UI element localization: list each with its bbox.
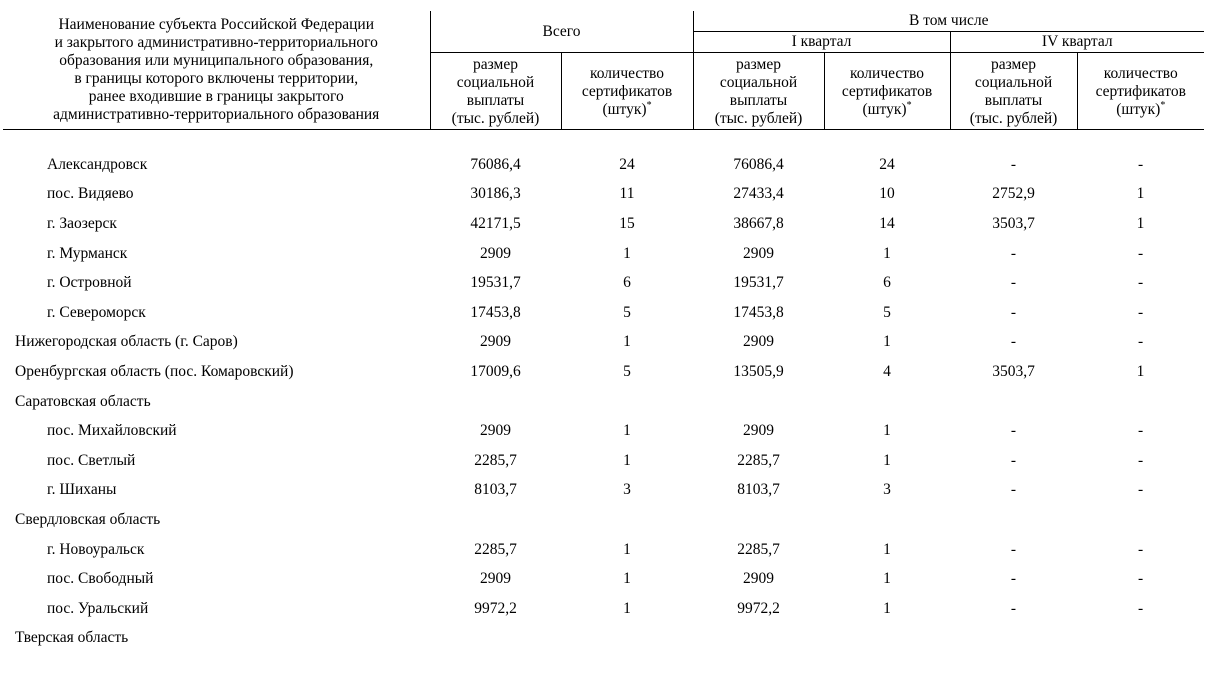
q4-payment-cell: 2752,9 <box>992 185 1035 203</box>
total-certs-cell <box>561 624 693 654</box>
q1-payment-cell: 76086,4 <box>733 155 784 173</box>
q1-certs-cell: 1 <box>883 599 891 617</box>
q1-payment-cell: 19531,7 <box>733 274 784 292</box>
region-name-cell: Тверская область <box>15 629 129 647</box>
q4-payment-cell: - <box>1010 155 1017 173</box>
total-header: Всего <box>430 11 693 53</box>
name-column-header: Наименование субъекта Российской Федерации и закрытого административно-территориального образования или муниципального образования, в границы которого включены территории, ранее входившие в границы закрытого административно-территориального образования <box>3 11 430 130</box>
q4-payment-cell: - <box>1010 481 1017 499</box>
total-certs-cell: 1 <box>623 540 631 558</box>
q4-payment-cell: - <box>1010 303 1017 321</box>
q1-payment-cell: 17453,8 <box>733 303 784 321</box>
table-row <box>3 239 1204 269</box>
q1-certs-cell: 4 <box>883 362 891 380</box>
q4-certs-cell: - <box>1137 481 1144 499</box>
q4-certs-cell: 1 <box>1136 214 1145 232</box>
q1-payment-cell: 9972,2 <box>737 599 780 617</box>
total-payment-cell: 2285,7 <box>474 451 517 469</box>
q1-payment-cell: 8103,7 <box>737 481 780 499</box>
total-payment-cell: 42171,5 <box>470 214 521 232</box>
q1-certs-cell <box>824 505 950 535</box>
q4-payment-cell <box>950 387 1077 417</box>
q4-payment-cell: - <box>1010 244 1017 262</box>
table-row <box>3 268 1204 298</box>
total-certs-cell: 1 <box>623 422 631 440</box>
region-name-cell: г. Островной <box>47 274 132 292</box>
total-payment-cell: 2909 <box>480 570 511 588</box>
q1-certs-cell: 1 <box>883 244 891 262</box>
q1-certs-cell <box>824 387 950 417</box>
q4-payment-cell: - <box>1010 599 1017 617</box>
q4-certs-cell: - <box>1137 244 1144 262</box>
q4-payment-cell: - <box>1010 274 1017 292</box>
q1-certs-cell <box>824 624 950 654</box>
q1-certs-cell: 3 <box>883 481 891 499</box>
region-name-cell: Оренбургская область (пос. Комаровский) <box>15 362 294 380</box>
total-payment-cell: 2285,7 <box>474 540 517 558</box>
q1-payment-cell: 2285,7 <box>737 451 780 469</box>
table-row <box>3 446 1204 476</box>
total-payment-cell: 9972,2 <box>474 599 517 617</box>
total-certs-cell <box>561 387 693 417</box>
q1-certs-cell: 1 <box>883 451 891 469</box>
q1-certs-cell: 24 <box>879 155 895 173</box>
total-payment-cell: 17009,6 <box>470 362 521 380</box>
table-row <box>3 328 1204 358</box>
table-row <box>3 416 1204 446</box>
q4-certs-cell <box>1077 624 1204 654</box>
table-row <box>3 298 1204 328</box>
q4-payment-cell <box>950 624 1077 654</box>
q1-payment-cell: 13505,9 <box>733 362 784 380</box>
q4-payment-cell: - <box>1010 451 1017 469</box>
q4-payment-cell: 3503,7 <box>992 362 1035 380</box>
total-payment-cell: 2909 <box>480 244 511 262</box>
table-row <box>3 624 1204 654</box>
total-certs-cell: 24 <box>619 155 635 173</box>
q1-payment-cell <box>693 624 824 654</box>
total-certs-cell: 5 <box>623 362 631 380</box>
q4-certs-cell: 1 <box>1136 362 1145 380</box>
total-certs-cell: 1 <box>623 570 631 588</box>
region-name-cell: Александровск <box>47 155 148 173</box>
region-name-cell: пос. Свободный <box>47 570 154 588</box>
q1-payment-cell: 2909 <box>743 570 775 588</box>
total-payment-cell: 30186,3 <box>470 185 521 203</box>
q4-certs-cell: - <box>1137 570 1144 588</box>
table-body <box>3 130 1204 654</box>
table-row <box>3 535 1204 565</box>
q4-certs-cell: - <box>1137 274 1144 292</box>
total-certs-cell: 1 <box>623 599 631 617</box>
total-payment-cell <box>430 505 561 535</box>
region-name-cell: Нижегородская область (г. Саров) <box>15 333 238 351</box>
q4-certs-cell <box>1077 505 1204 535</box>
total-payment-cell: 2909 <box>480 422 511 440</box>
q4-certs-cell: - <box>1137 540 1144 558</box>
total-certs-cell <box>561 505 693 535</box>
region-name-cell: г. Новоуральск <box>47 540 145 558</box>
q1-certs-cell: 14 <box>879 214 895 232</box>
total-payment-cell <box>430 624 561 654</box>
total-certs-cell: 11 <box>619 185 635 203</box>
q1-payment-cell <box>693 505 824 535</box>
including-header: В том числе <box>693 11 1204 32</box>
total-payment-cell: 8103,7 <box>474 481 517 499</box>
region-name-cell: г. Мурманск <box>47 244 128 262</box>
total-certs-cell: 1 <box>623 244 631 262</box>
total-certs-header: количество сертификатов (штук)* <box>561 53 693 130</box>
q4-certs-cell: - <box>1137 333 1144 351</box>
total-certs-cell: 6 <box>623 274 631 292</box>
q4-payment-cell: - <box>1010 422 1017 440</box>
distribution-table <box>3 11 1204 653</box>
q4-payment-header: размер социальной выплаты (тыс. рублей) <box>950 53 1077 130</box>
q4-header: IV квартал <box>950 32 1204 53</box>
total-certs-cell: 1 <box>623 451 631 469</box>
region-name-cell: пос. Михайловский <box>47 422 177 440</box>
q1-certs-cell: 1 <box>883 570 891 588</box>
region-name-cell: г. Шиханы <box>47 481 117 499</box>
q1-payment-cell: 2909 <box>743 422 775 440</box>
q1-payment-header: размер социальной выплаты (тыс. рублей) <box>693 53 824 130</box>
total-certs-cell: 1 <box>623 333 631 351</box>
q1-payment-cell: 27433,4 <box>733 185 784 203</box>
q4-certs-cell: - <box>1137 155 1144 173</box>
q4-payment-cell <box>950 505 1077 535</box>
region-name-cell: г. Североморск <box>47 303 146 321</box>
total-payment-cell: 2909 <box>480 333 511 351</box>
q1-header: I квартал <box>693 32 950 53</box>
q4-payment-cell: - <box>1010 540 1017 558</box>
q4-certs-cell: - <box>1137 422 1144 440</box>
q4-certs-cell: - <box>1137 599 1144 617</box>
q1-certs-header: количество сертификатов (штук)* <box>824 53 950 130</box>
table-row <box>3 387 1204 417</box>
q1-payment-cell: 2909 <box>743 244 775 262</box>
total-payment-cell: 19531,7 <box>470 274 521 292</box>
table-row <box>3 564 1204 594</box>
total-payment-cell <box>430 387 561 417</box>
total-payment-header: размер социальной выплаты (тыс. рублей) <box>430 53 561 130</box>
q4-certs-cell: - <box>1137 303 1144 321</box>
q1-payment-cell <box>693 387 824 417</box>
q1-certs-cell: 1 <box>883 540 891 558</box>
q1-payment-cell: 2285,7 <box>737 540 780 558</box>
table-row <box>3 476 1204 506</box>
q4-certs-header: количество сертификатов (штук)* <box>1077 53 1204 130</box>
total-certs-cell: 15 <box>619 214 635 232</box>
region-name-cell: г. Заозерск <box>47 214 117 232</box>
table-row <box>3 150 1204 180</box>
total-payment-cell: 76086,4 <box>470 155 521 173</box>
q1-payment-cell: 38667,8 <box>733 214 784 232</box>
region-name-cell: Свердловская область <box>15 510 161 528</box>
table-header <box>3 11 1204 130</box>
q4-payment-cell: - <box>1010 333 1017 351</box>
table-row <box>3 209 1204 239</box>
total-certs-cell: 5 <box>623 303 631 321</box>
region-name-cell: пос. Видяево <box>47 185 134 203</box>
table-row <box>3 357 1204 387</box>
q1-certs-cell: 6 <box>883 274 891 292</box>
q4-certs-cell: - <box>1137 451 1144 469</box>
q1-certs-cell: 1 <box>883 333 891 351</box>
total-certs-cell: 3 <box>623 481 631 499</box>
region-name-cell: Саратовская область <box>15 392 151 410</box>
region-name-cell: пос. Светлый <box>47 451 136 469</box>
q1-certs-cell: 5 <box>883 303 891 321</box>
region-name-cell: пос. Уральский <box>47 599 149 617</box>
table-row <box>3 594 1204 624</box>
q1-certs-cell: 10 <box>879 185 895 203</box>
table-row <box>3 180 1204 210</box>
total-payment-cell: 17453,8 <box>470 303 521 321</box>
q4-payment-cell: 3503,7 <box>992 214 1035 232</box>
q4-certs-cell <box>1077 387 1204 417</box>
q4-payment-cell: - <box>1010 570 1017 588</box>
table-row <box>3 505 1204 535</box>
q1-payment-cell: 2909 <box>743 333 775 351</box>
q4-certs-cell: 1 <box>1136 185 1145 203</box>
q1-certs-cell: 1 <box>883 422 891 440</box>
